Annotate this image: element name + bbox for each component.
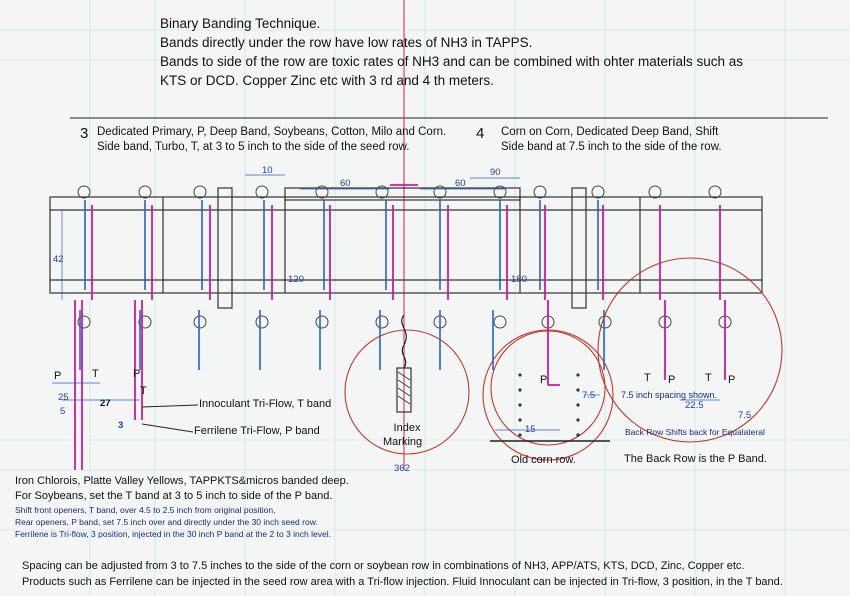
label-ferrilene: Ferrilene Tri-Flow, P band [194, 425, 320, 437]
dim-10: 10 [262, 165, 273, 176]
header-line-4: KTS or DCD. Copper Zinc etc with 3 rd and 4 th meters. [160, 73, 494, 88]
dim-60-right: 60 [455, 178, 466, 189]
label-old-corn-row: Old corn row. [511, 454, 576, 466]
section-3-line-2: Side band, Turbo, T, at 3 to 5 inch to the side of the seed row. [97, 141, 410, 153]
section-3-number: 3 [80, 125, 89, 142]
label-p-circle: P [540, 374, 548, 386]
label-p-left: P [54, 370, 62, 382]
label-p-right-2: P [728, 374, 736, 386]
dim-25: 25 [58, 392, 69, 403]
label-t-right-2: T [705, 372, 712, 384]
header-line-1: Binary Banding Technique. [160, 16, 321, 31]
dim-60-left: 60 [340, 178, 351, 189]
label-marking: Marking [383, 436, 423, 448]
label-p-mid: P [133, 368, 141, 380]
label-innoculant: Innoculant Tri-Flow, T band [199, 398, 332, 410]
dim-3: 3 [118, 420, 124, 431]
dim-5: 5 [60, 406, 66, 417]
dim-180: 180 [511, 274, 527, 285]
label-t-right-1: T [644, 372, 651, 384]
blue-shanks [80, 200, 604, 370]
note-small-2: Rear openers, P band, set 7.5 inch over and directly under the 30 inch seed row. [15, 517, 318, 527]
footer-line-2: Products such as Ferrilene can be injected in the seed row area with a Tri-flow injection. Fluid Innoculant can be injected in Tri-flow, 3 position, in the T band. [22, 576, 783, 588]
note-small-1: Shift front openers, T band, over 4.5 to 2.5 inch from original position, [15, 505, 276, 515]
label-back-row-shifts: Back Row Shifts back for Equalateral [625, 427, 765, 437]
label-t-left: T [92, 368, 99, 380]
header-line-2: Bands directly under the row have low rates of NH3 in TAPPS. [160, 35, 533, 50]
note-small-3: Ferrilene is Tri-flow, 3 position, injected in the 30 inch P band at the 2 to 3 inch level. [15, 529, 331, 539]
section-3-line-1: Dedicated Primary, P, Deep Band, Soybeans, Cotton, Milo and Corn. [97, 126, 447, 138]
note-line-2: For Soybeans, set the T band at 3 to 5 inch to side of the P band. [15, 490, 333, 502]
dim-362: 362 [394, 463, 410, 474]
label-leaders [142, 405, 198, 432]
section-4-number: 4 [476, 125, 485, 142]
dim-90: 90 [490, 167, 501, 178]
dim-42: 42 [53, 254, 64, 265]
dim-120: 120 [288, 274, 304, 285]
note-line-1: Iron Chlorois, Platte Valley Yellows, TAPPKTS&micros banded deep. [15, 475, 349, 487]
dim-27: 27 [100, 398, 111, 409]
label-t-mid: T [140, 385, 147, 397]
dim-15: 15 [525, 424, 536, 435]
section-4-line-1: Corn on Corn, Dedicated Deep Band, Shift [501, 126, 719, 138]
label-spacing-shown: 7.5 inch spacing shown. [621, 390, 718, 400]
label-p-right-1: P [668, 374, 676, 386]
dim-22-5: 22.5 [685, 400, 704, 411]
header-line-3: Bands to side of the row are toxic rates of NH3 and can be combined with ohter materials such as [160, 54, 744, 69]
section-4-line-2: Side band at 7.5 inch to the side of the row. [501, 141, 722, 153]
label-index: Index [393, 422, 421, 434]
dim-7-5-back: 7.5 [738, 410, 752, 421]
footer-line-1: Spacing can be adjusted from 3 to 7.5 inches to the side of the corn or soybean row in combinations of NH3, APP/ATS, KTS, DCD, Zinc, Copper etc. [22, 560, 745, 572]
toolbar-frame [50, 188, 762, 308]
label-back-row-p: The Back Row is the P Band. [624, 453, 767, 465]
dim-7-5-circle: 7.5 [582, 390, 596, 401]
